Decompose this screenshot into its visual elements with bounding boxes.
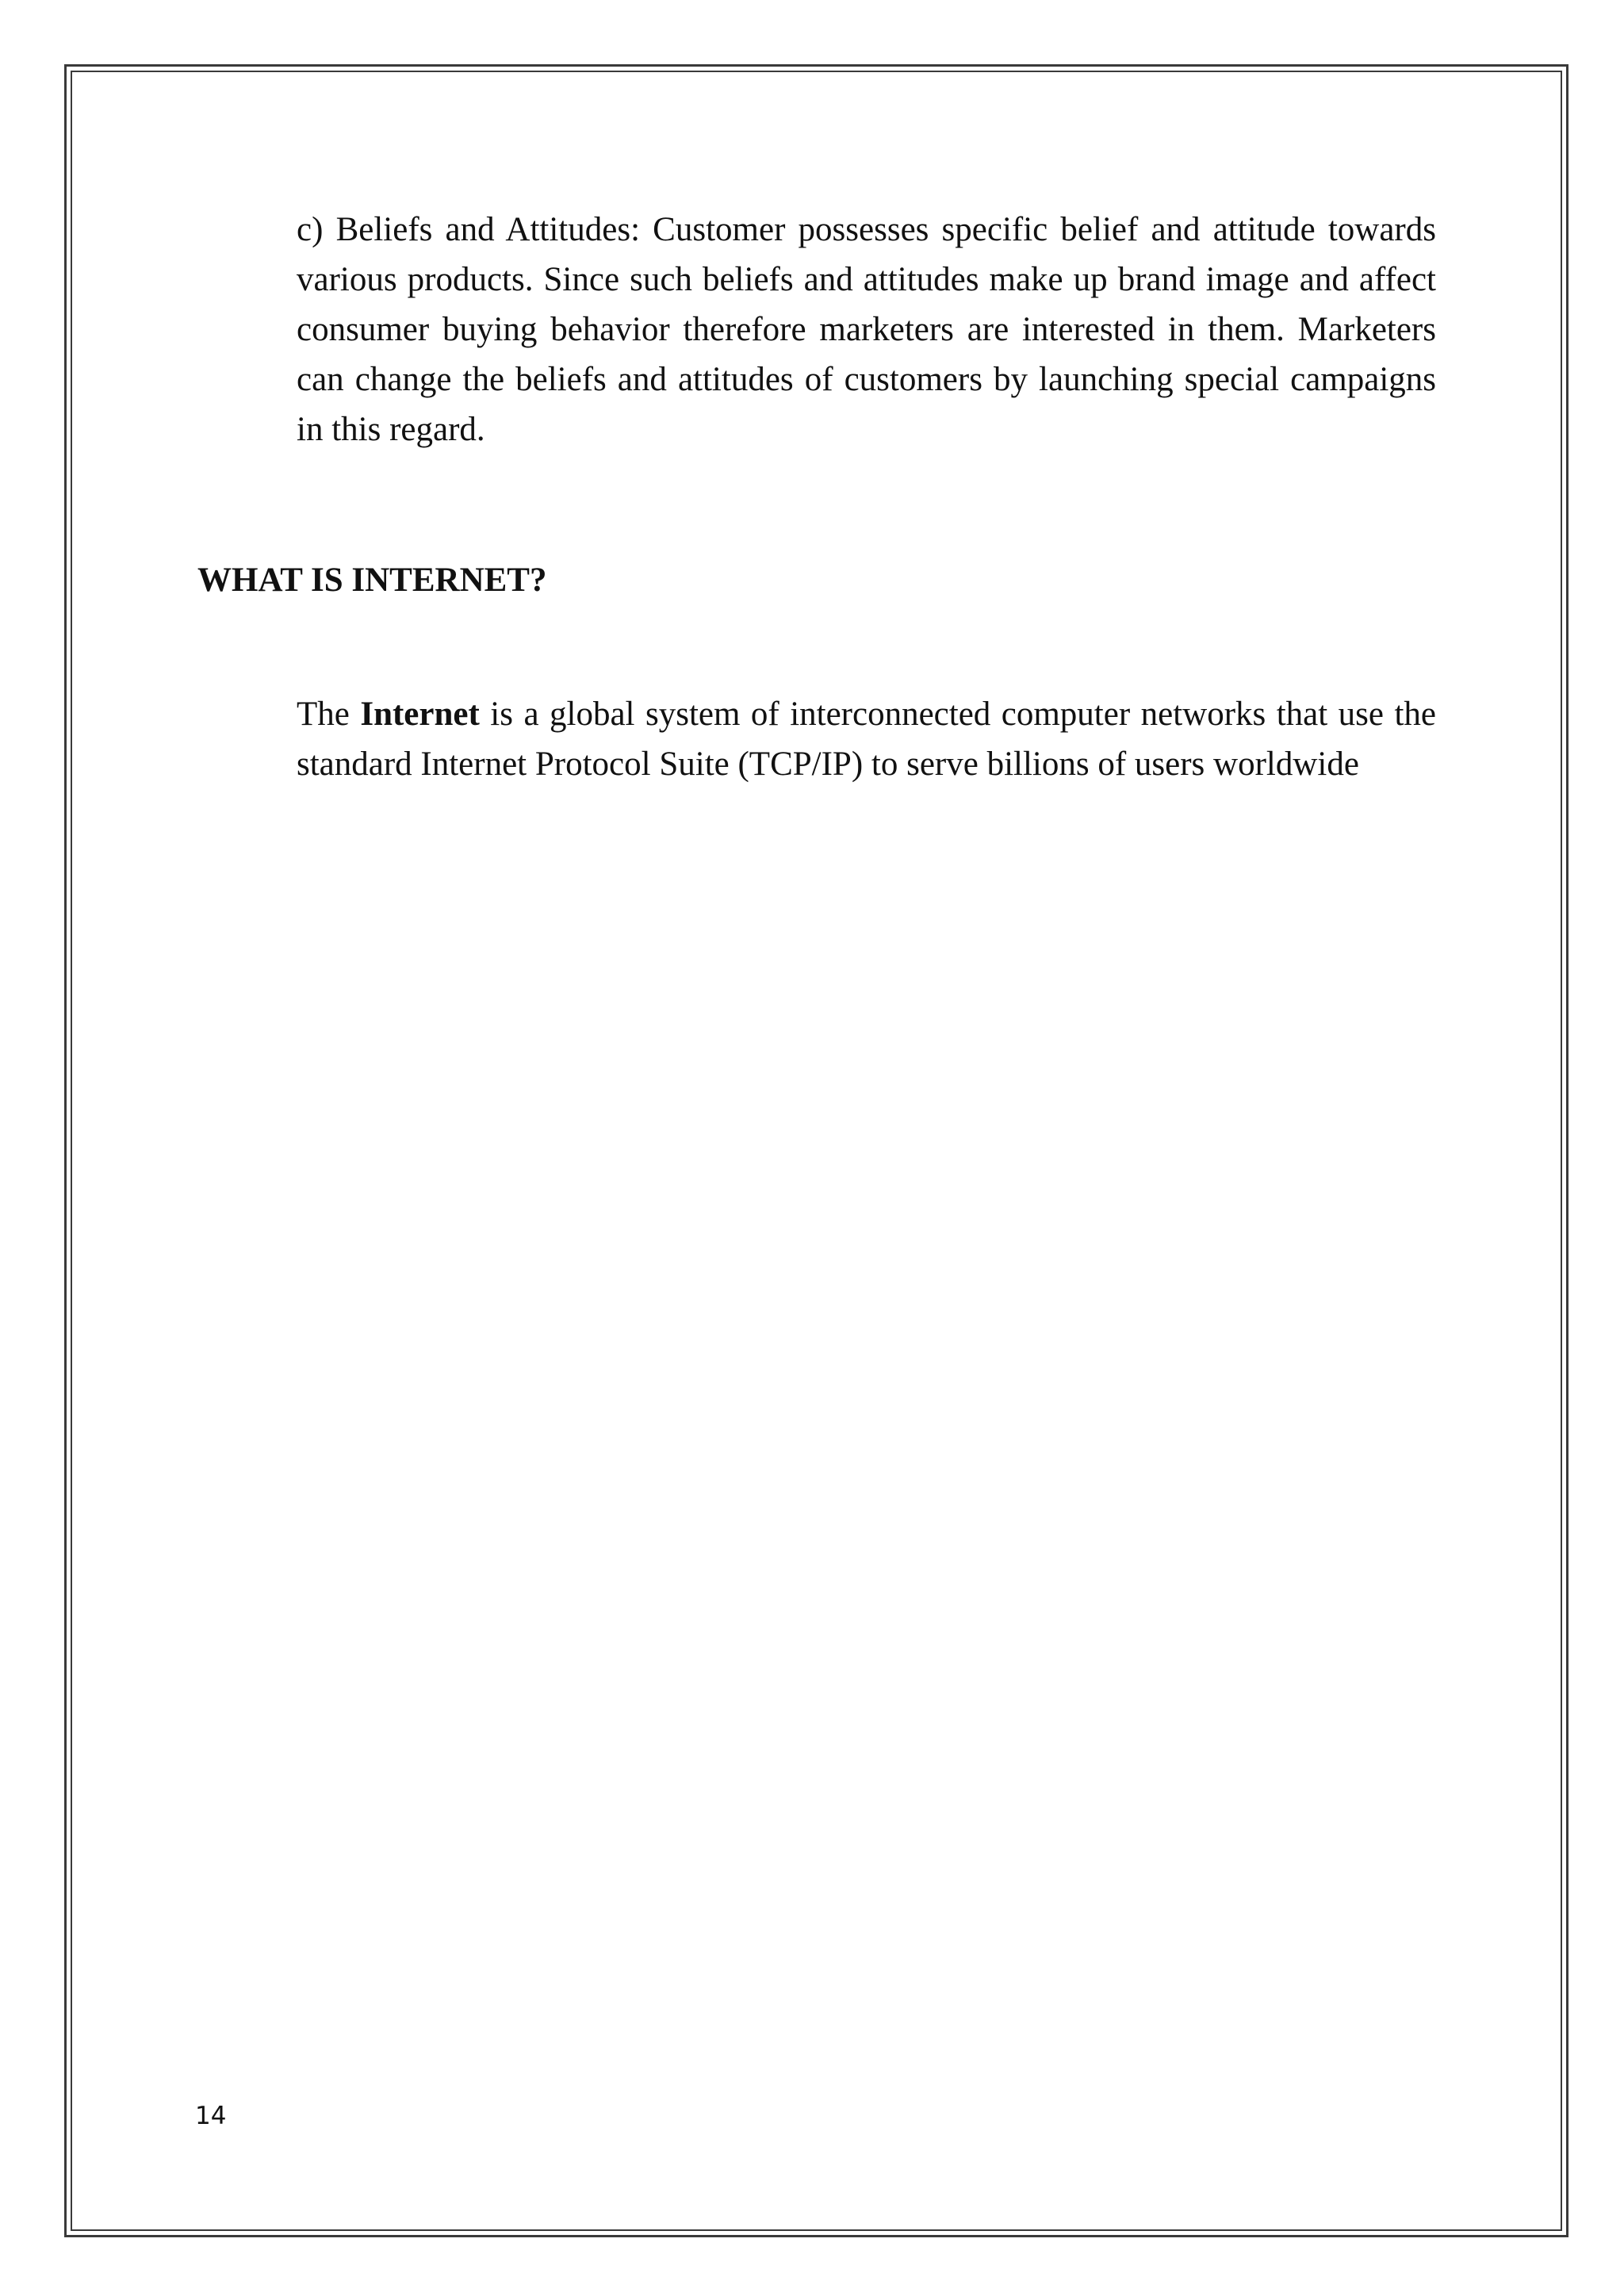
definition-lead: The	[297, 696, 350, 733]
definition-term: Internet	[360, 696, 480, 733]
beliefs-attitudes-paragraph: c) Beliefs and Attitudes: Customer possesses specific belief and attitude towards various products. Since such beliefs and attitudes make up brand image and affect consumer buying behavior therefore marketers are interested in them. Marketers can change the beliefs and attitudes of customers by launching special campaigns in this regard.	[297, 211, 1436, 448]
internet-definition-paragraph	[297, 689, 1436, 789]
page-number: 14	[195, 2102, 227, 2130]
definition-body: is a global system of interconnected computer networks that use the standard Internet Protocol Suite (TCP/IP) to serve billions of users worldwide	[297, 696, 1437, 783]
section-heading: WHAT IS INTERNET?	[197, 562, 547, 599]
